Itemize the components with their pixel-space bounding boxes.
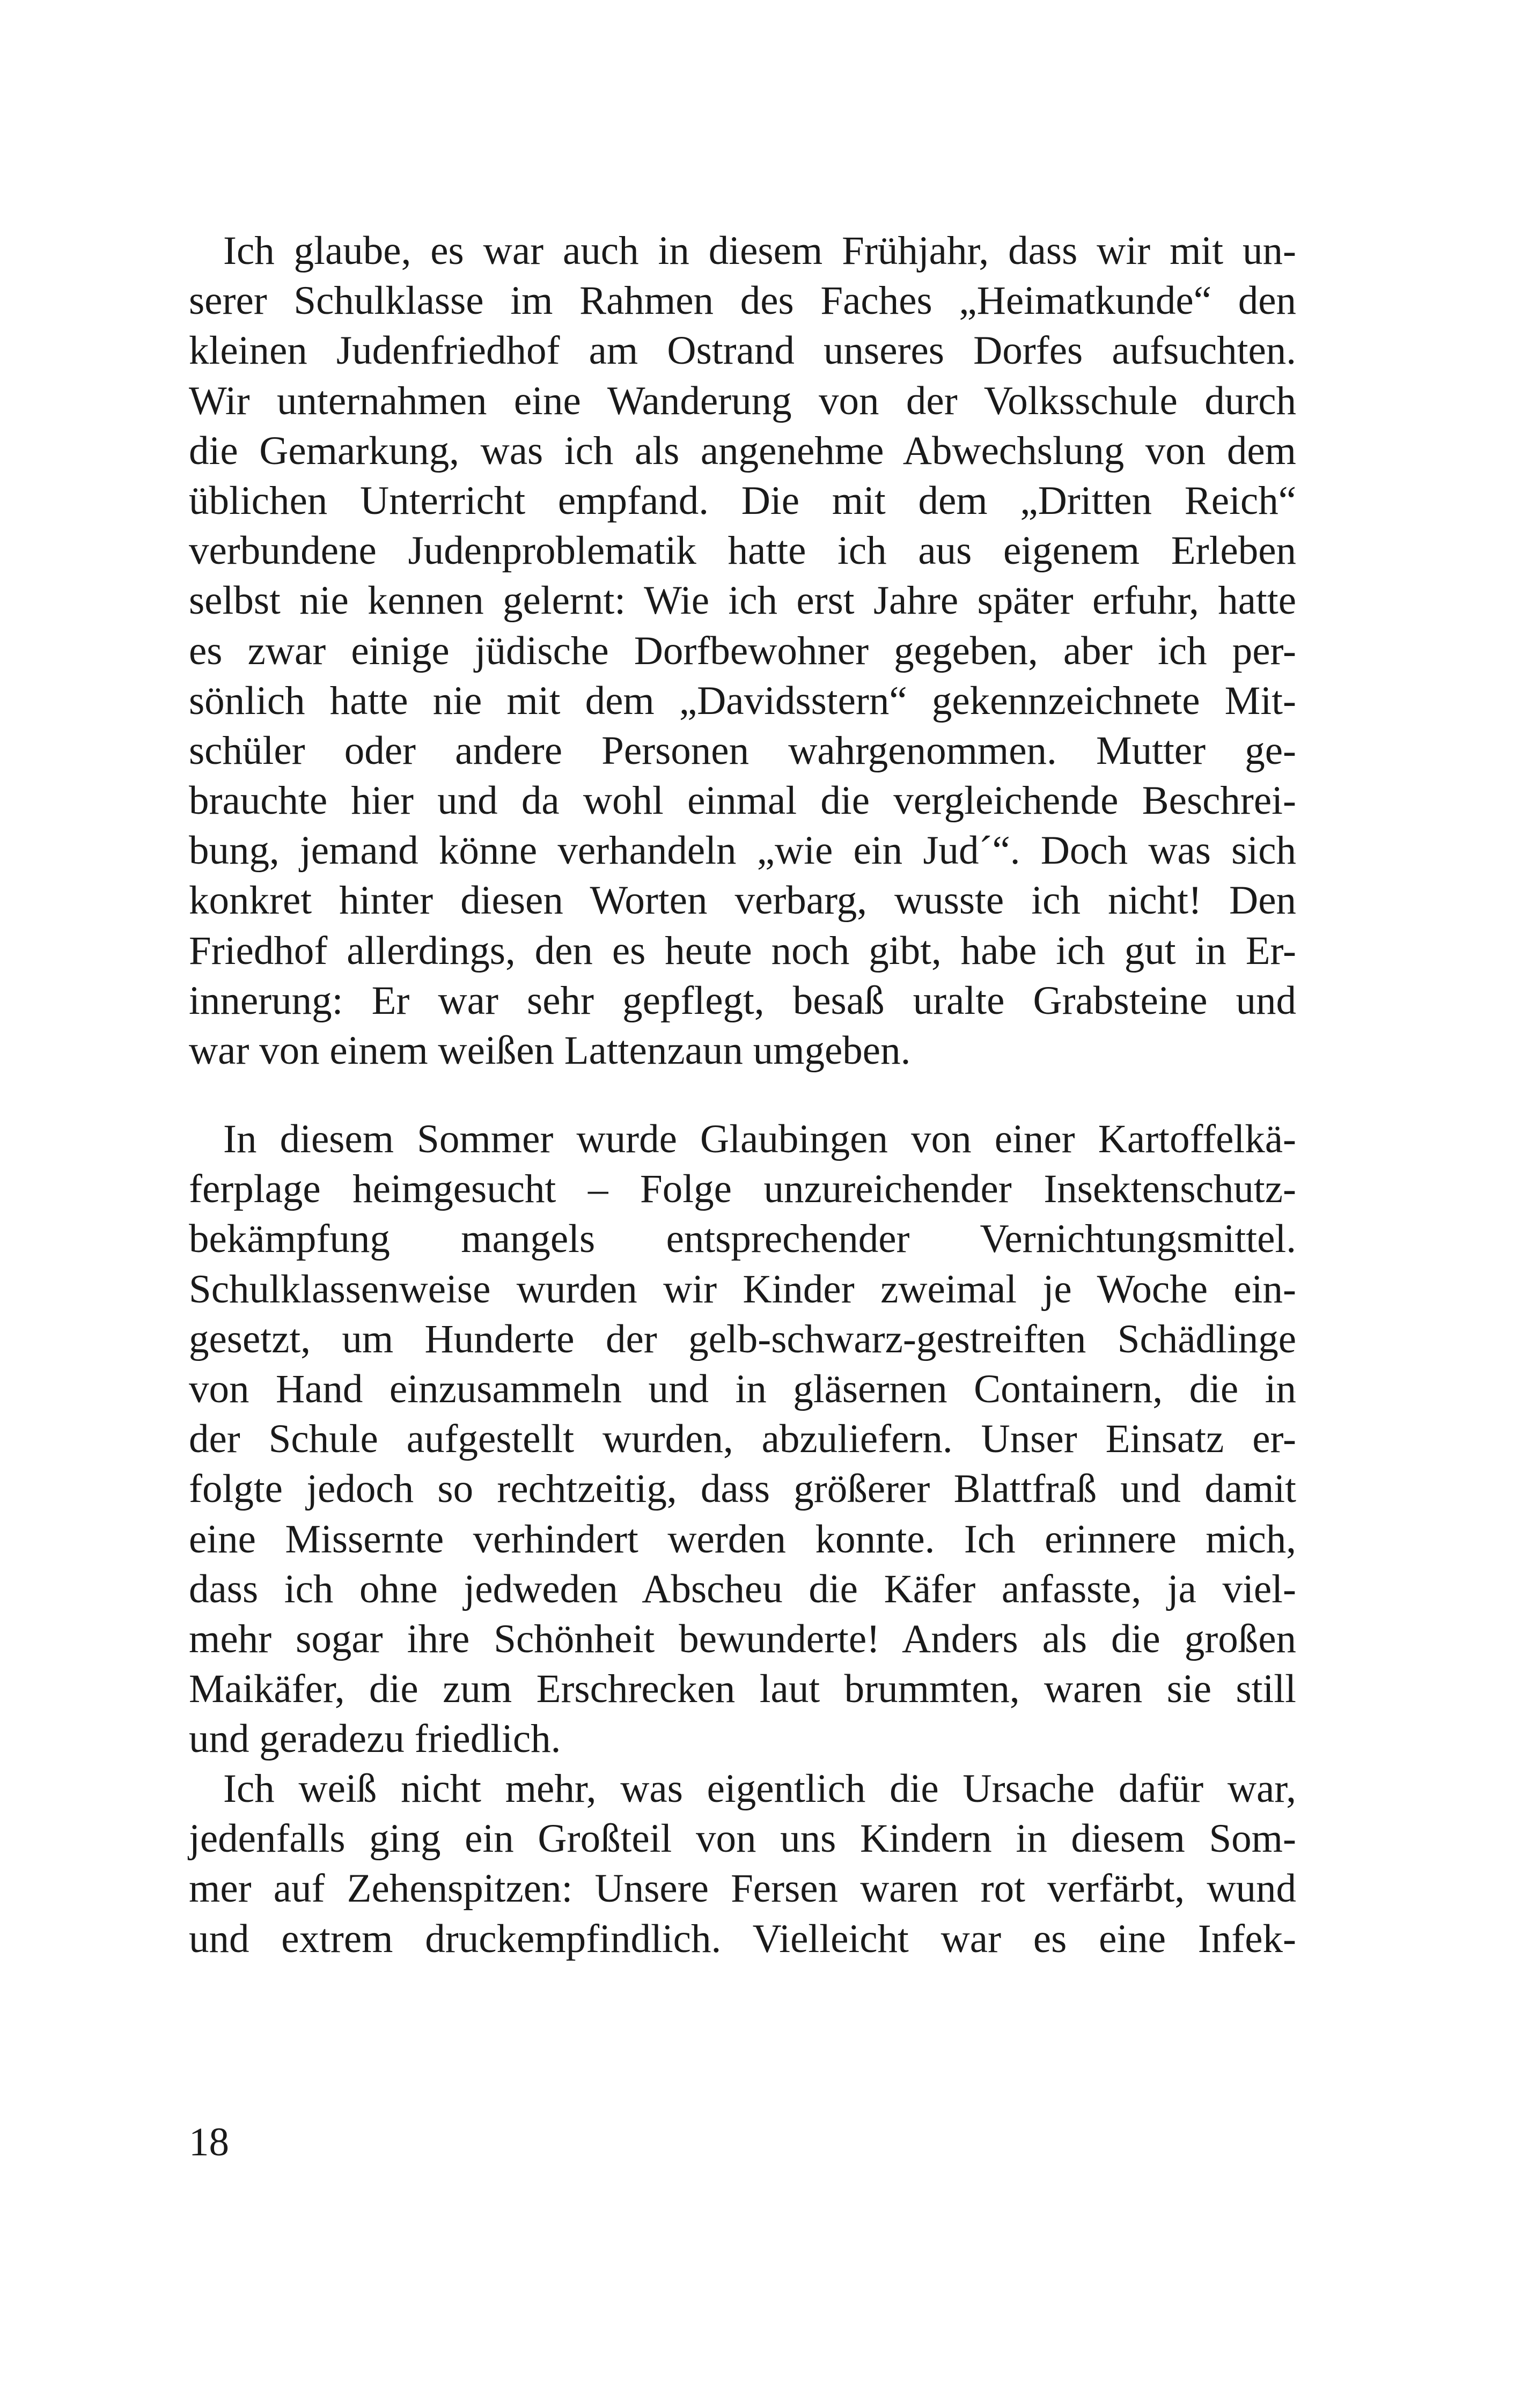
text-line: brauchte hier und da wohl einmal die vergleichende Beschrei- — [189, 778, 1296, 823]
text-line: es zwar einige jüdische Dorfbewohner gegeben, aber ich per- — [189, 628, 1296, 673]
page-number: 18 — [189, 2120, 229, 2164]
paragraph — [189, 226, 1296, 1076]
text-line: In diesem Sommer wurde Glaubingen von einer Kartoffelkä- — [223, 1117, 1296, 1161]
text-line: und geradezu friedlich. — [189, 1717, 561, 1762]
text-line: schüler oder andere Personen wahrgenommen. Mutter ge- — [189, 728, 1296, 773]
text-line: gesetzt, um Hunderte der gelb-schwarz-gestreiften Schädlinge — [189, 1316, 1296, 1361]
text-line: konkret hinter diesen Worten verbarg, wusste ich nicht! Den — [189, 878, 1296, 923]
text-line: Schulklassenweise wurden wir Kinder zweimal je Woche ein- — [189, 1266, 1296, 1312]
text-line: Ich glaube, es war auch in diesem Frühjahr, dass wir mit un- — [223, 229, 1296, 273]
text-line: sönlich hatte nie mit dem „Davidsstern“ gekennzeichnete Mit- — [189, 678, 1296, 723]
text-line: bekämpfung mangels entsprechender Vernichtungsmittel. — [189, 1217, 1296, 1262]
text-line: war von einem weißen Lattenzaun umgeben. — [189, 1028, 911, 1073]
text-line: der Schule aufgestellt wurden, abzuliefern. Unser Einsatz er- — [189, 1417, 1296, 1462]
paragraph — [189, 1114, 1296, 1764]
text-line: verbundene Judenproblematik hatte ich aus eigenem Erleben — [189, 528, 1296, 573]
text-line: Wir unternahmen eine Wanderung von der Volksschule durch — [189, 378, 1296, 423]
text-line: serer Schulklasse im Rahmen des Faches „Heimatkunde“ den — [189, 278, 1296, 323]
text-line: Maikäfer, die zum Erschrecken laut brummten, waren sie still — [189, 1667, 1296, 1712]
text-line: dass ich ohne jedweden Abscheu die Käfer anfasste, ja viel- — [189, 1566, 1296, 1611]
text-line: Ich weiß nicht mehr, was eigentlich die Ursache dafür war, — [223, 1766, 1296, 1811]
text-line: eine Missernte verhindert werden konnte. Ich erinnere mich, — [189, 1516, 1296, 1562]
text-line: von Hand einzusammeln und in gläsernen Containern, die in — [189, 1366, 1296, 1411]
text-line: mer auf Zehenspitzen: Unsere Fersen waren rot verfärbt, wund — [189, 1866, 1296, 1911]
text-line: die Gemarkung, was ich als angenehme Abwechslung von dem — [189, 428, 1296, 473]
text-line: innerung: Er war sehr gepflegt, besaß uralte Grabsteine und — [189, 978, 1296, 1023]
text-line: selbst nie kennen gelernt: Wie ich erst Jahre später erfuhr, hatte — [189, 578, 1296, 623]
text-line: Friedhof allerdings, den es heute noch gibt, habe ich gut in Er- — [189, 928, 1296, 973]
text-line: folgte jedoch so rechtzeitig, dass größerer Blattfraß und damit — [189, 1467, 1296, 1512]
text-line: bung, jemand könne verhandeln „wie ein Jud´“. Doch was sich — [189, 828, 1296, 873]
paragraph — [189, 1764, 1296, 1964]
text-line: ferplage heimgesucht – Folge unzureichender Insektenschutz- — [189, 1167, 1296, 1212]
text-line: und extrem druckempfindlich. Vielleicht war es eine Infek- — [189, 1916, 1296, 1961]
text-line: üblichen Unterricht empfand. Die mit dem „Dritten Reich“ — [189, 478, 1296, 523]
text-line: jedenfalls ging ein Großteil von uns Kindern in diesem Som- — [189, 1816, 1296, 1861]
text-line: mehr sogar ihre Schönheit bewunderte! Anders als die großen — [189, 1616, 1296, 1661]
text-line: kleinen Judenfriedhof am Ostrand unseres Dorfes aufsuchten. — [189, 328, 1296, 373]
